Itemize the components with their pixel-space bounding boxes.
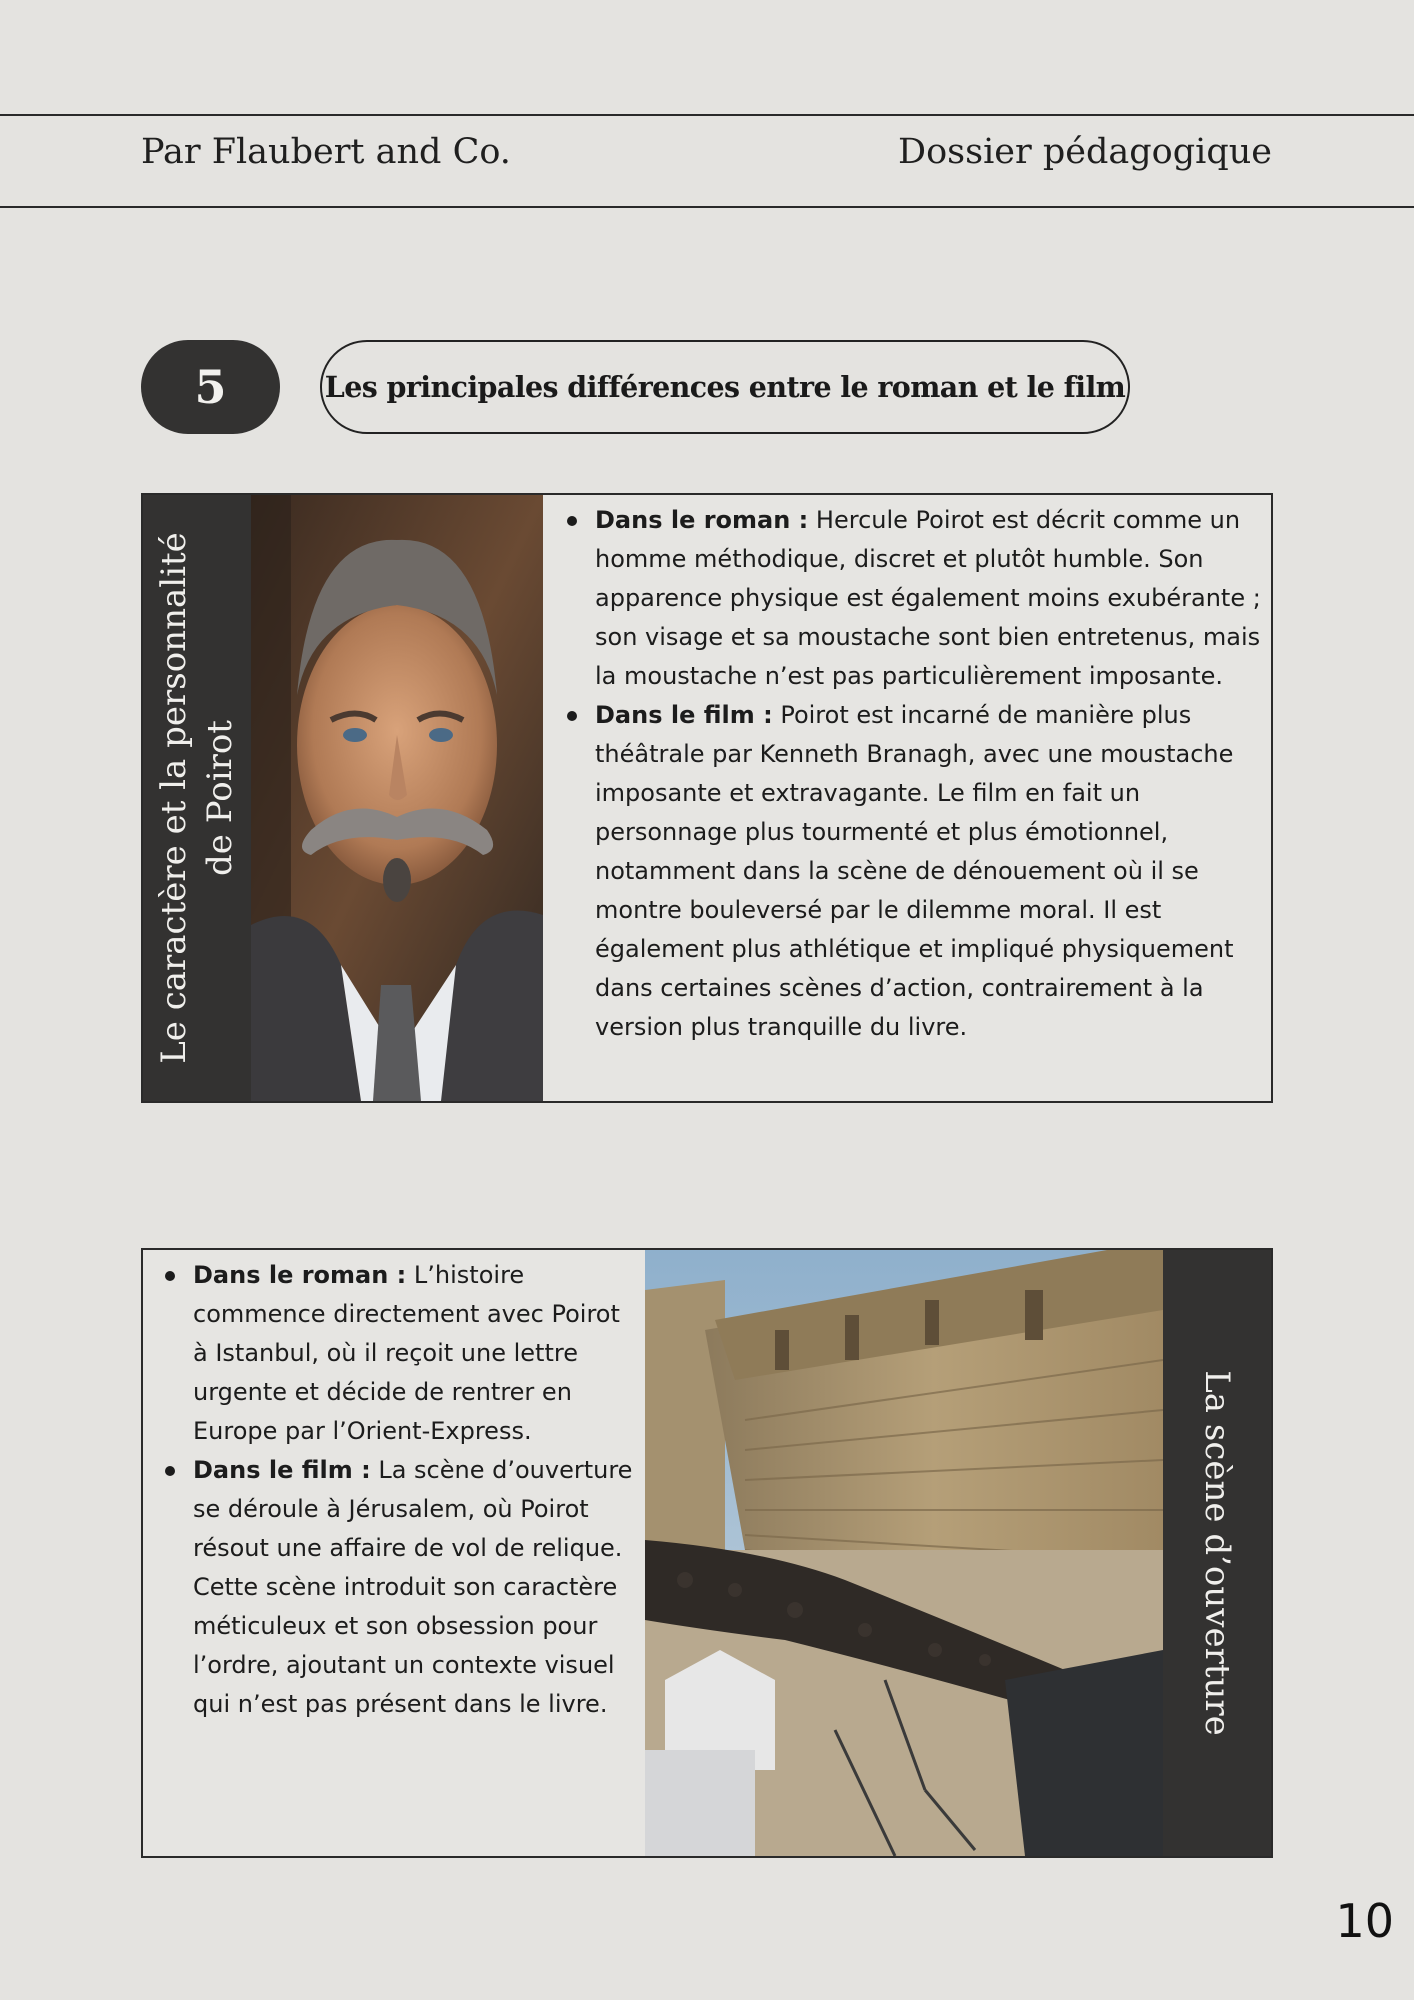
character-comparison-card: [141, 493, 1273, 1103]
header-author: Par Flaubert and Co.: [141, 132, 511, 172]
section-number-badge: 5: [141, 340, 280, 434]
list-item: Dans le film : La scène d’ouverture se déroule à Jérusalem, où Poirot résout une affaire de vol de relique. Cette scène introduit son caractère méticuleux et son obsession pour l’ordre, ajoutant un contexte visuel qui n’est pas présent dans le livre.: [161, 1451, 633, 1724]
opening-scene-comparison-card: [141, 1248, 1273, 1858]
list-item: Dans le roman : Hercule Poirot est décrit comme un homme méthodique, discret et plutôt humble. Son apparence physique est également moins exubérante ; son visage et sa moustache sont bien entretenus, mais la moustache n’est pas particulièrement imposante.: [563, 501, 1263, 696]
list-item: Dans le roman : L’histoire commence directement avec Poirot à Istanbul, où il reçoit une lettre urgente et décide de rentrer en Europe par l’Orient-Express.: [161, 1256, 633, 1451]
character-differences-list: [563, 501, 1263, 1047]
poirot-portrait-image: [251, 495, 543, 1101]
opening-scene-side-bar: [1163, 1250, 1271, 1856]
character-side-bar: [143, 495, 251, 1101]
character-side-label: Le caractère et la personnalité de Poirot: [154, 532, 240, 1064]
header-top-rule: [0, 114, 1414, 116]
list-item: Dans le film : Poirot est incarné de manière plus théâtrale par Kenneth Branagh, avec une moustache imposante et extravagante. Le film en fait un personnage plus tourmenté et plus émotionnel, notamment dans la scène de dénouement où il se montre bouleversé par le dilemme moral. Il est également plus athlétique et impliqué physiquement dans certaines scènes d’action, contrairement à la version plus tranquille du livre.: [563, 696, 1263, 1047]
opening-scene-side-label: La scène d’ouverture: [1197, 1370, 1237, 1736]
page-number: 10: [1335, 1894, 1394, 1948]
opening-scene-differences-list: [161, 1256, 633, 1724]
section-title: Les principales différences entre le roman et le film: [320, 340, 1130, 434]
film-set-image: [645, 1250, 1163, 1856]
header-bottom-rule: [0, 206, 1414, 208]
header-document-type: Dossier pédagogique: [898, 132, 1272, 172]
